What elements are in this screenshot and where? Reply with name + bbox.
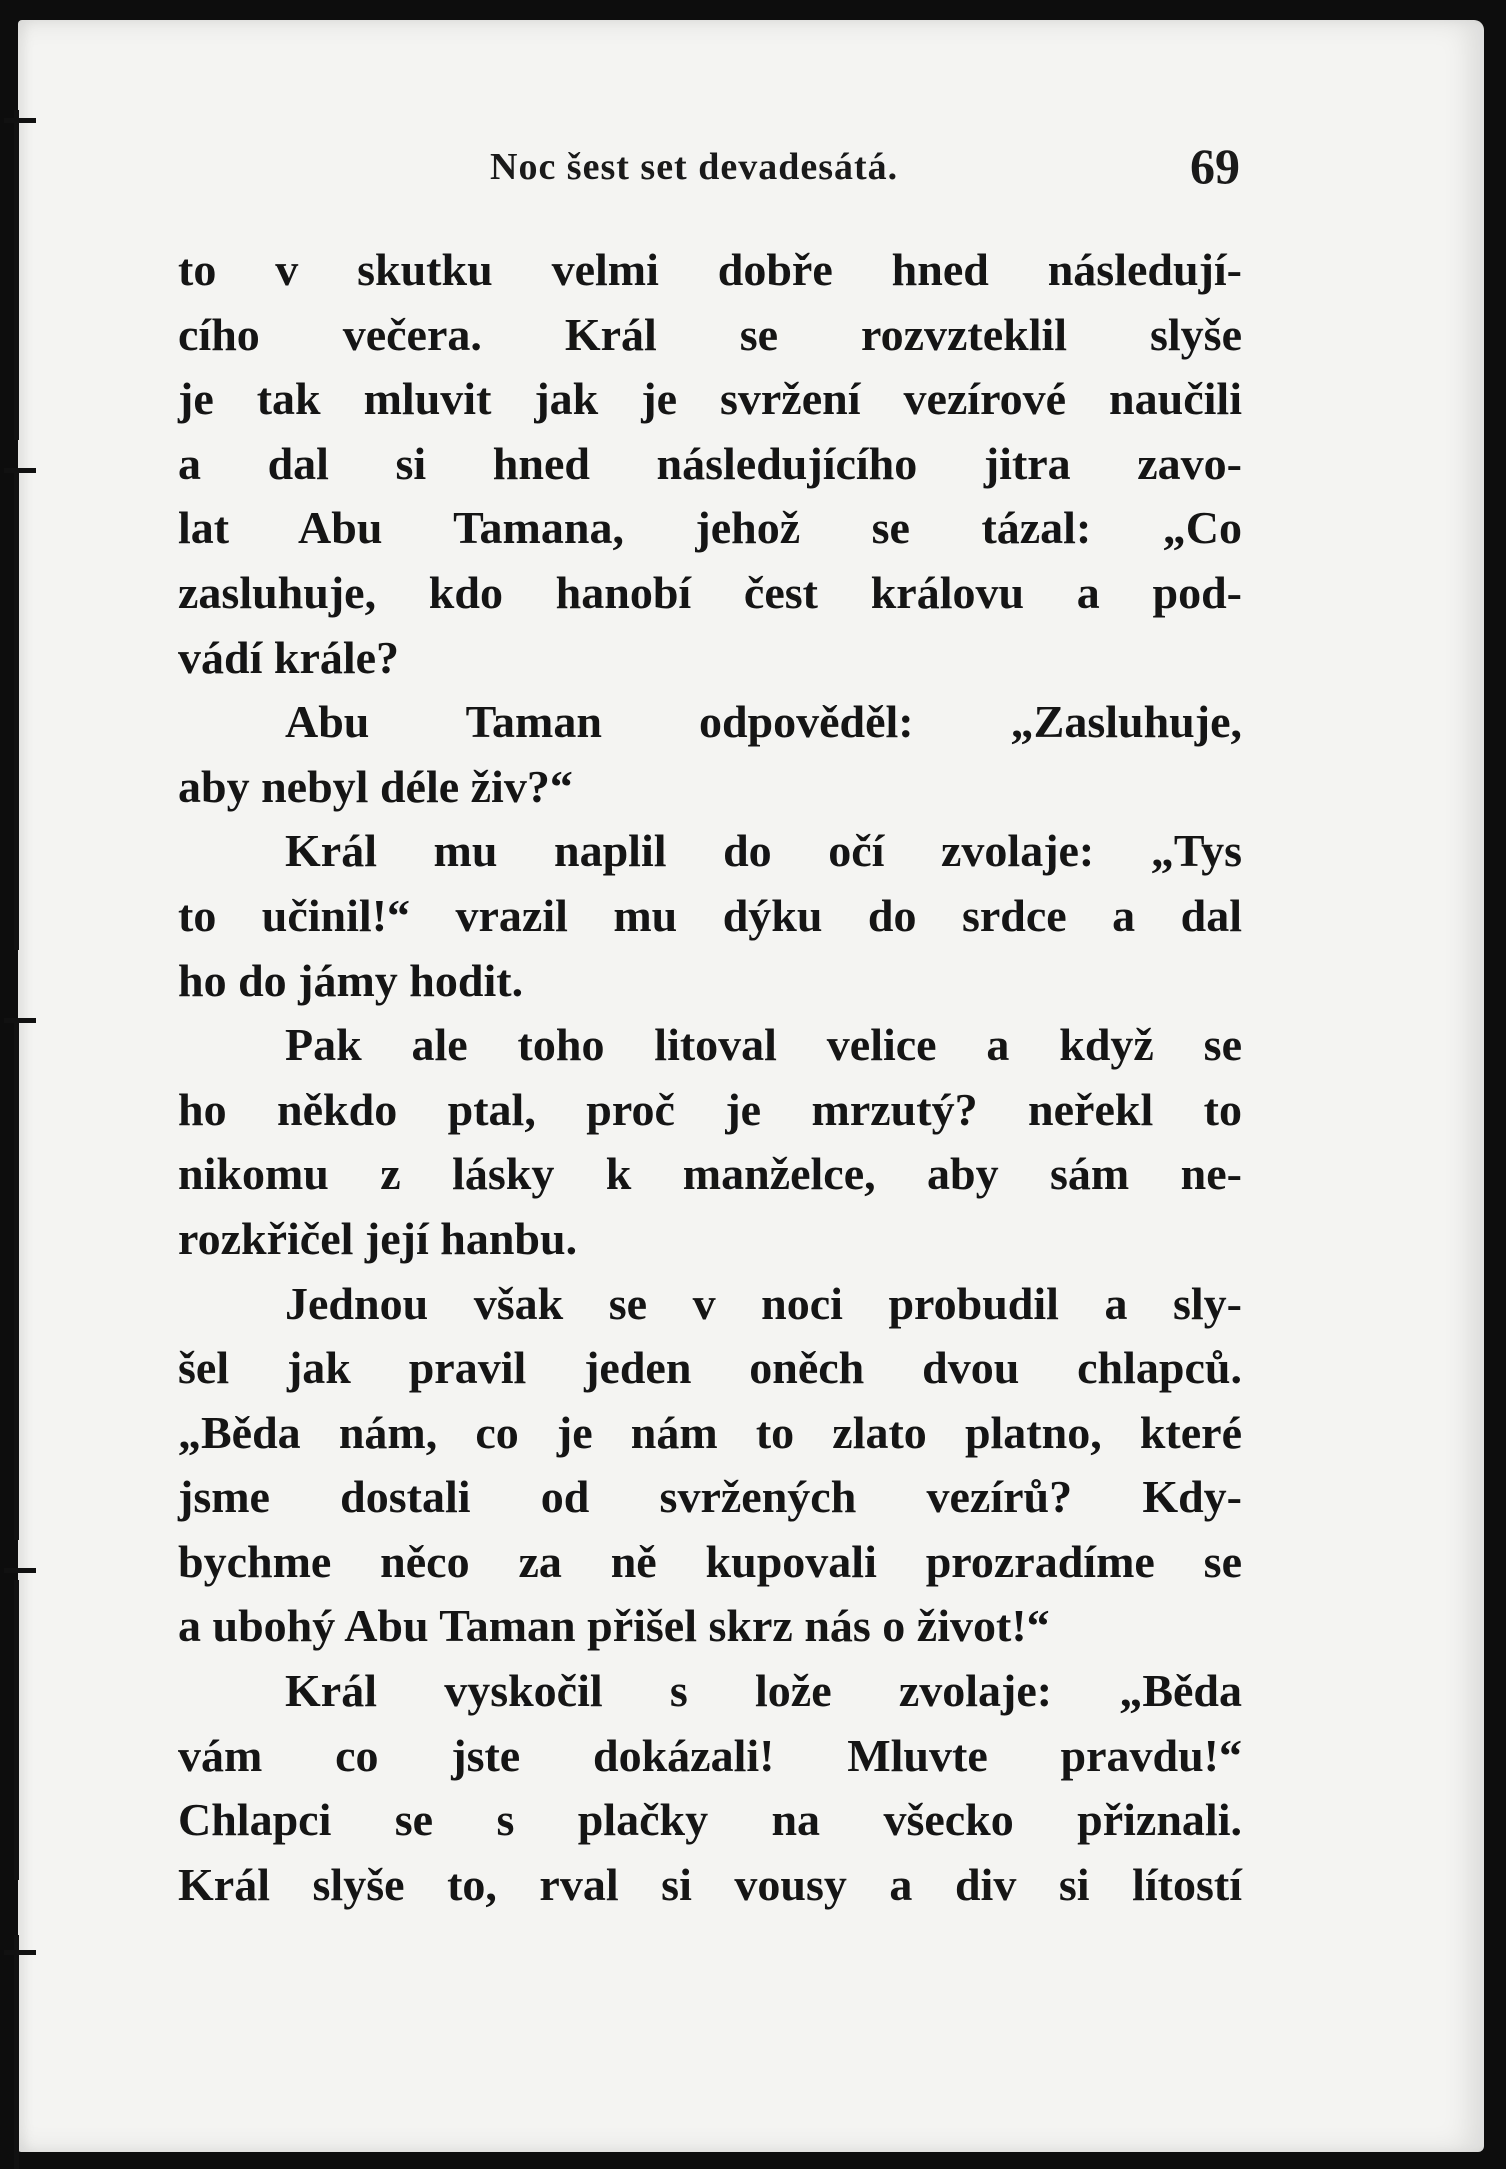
page-number: 69 (1190, 138, 1240, 194)
text-line: Pak ale toho litoval velice a když se (285, 1019, 1242, 1071)
text-line: aby nebyl déle živ?“ (178, 760, 573, 812)
text-line: šel jak pravil jeden oněch dvou chlapců. (178, 1342, 1242, 1394)
text-line: lat Abu Tamana, jehož se tázal: „Co (178, 502, 1242, 554)
binding-edge (0, 0, 40, 2169)
text-line: jsme dostali od svržených vezírů? Kdy- (178, 1471, 1242, 1523)
text-line: Král mu naplil do očí zvolaje: „Tys (285, 825, 1242, 877)
text-line: zasluhuje, kdo hanobí čest královu a pod- (178, 566, 1242, 618)
text-line: Král slyše to, rval si vousy a div si lítostí (178, 1858, 1242, 1910)
text-line: Král vyskočil s lože zvolaje: „Běda (285, 1665, 1242, 1717)
text-line: rozkřičel její hanbu. (178, 1212, 578, 1264)
text-line: to v skutku velmi dobře hned následují- (178, 244, 1242, 295)
text-line: je tak mluvit jak je svržení vezírové naučili (178, 373, 1242, 425)
text-line: ho někdo ptal, proč je mrzutý? neřekl to (178, 1083, 1242, 1135)
text-line: a dal si hned následujícího jitra zavo- (178, 437, 1242, 489)
text-line: cího večera. Král se rozvzteklil slyše (178, 308, 1242, 360)
text-line: Abu Taman odpověděl: „Zasluhuje, (285, 696, 1242, 748)
text-line: bychme něco za ně kupovali prozradíme se (178, 1535, 1242, 1587)
page-header (180, 138, 1240, 205)
text-line: Jednou však se v noci probudil a sly- (285, 1277, 1242, 1329)
text-line: nikomu z lásky k manželce, aby sám ne- (178, 1148, 1242, 1200)
text-line: a ubohý Abu Taman přišel skrz nás o život!“ (178, 1600, 1050, 1652)
text-line: vám co jste dokázali! Mluvte pravdu!“ (178, 1729, 1242, 1781)
text-line: vádí krále? (178, 631, 400, 683)
running-title: Noc šest set devadesátá. (490, 146, 899, 188)
text-line: ho do jámy hodit. (178, 954, 524, 1006)
text-line: „Běda nám, co je nám to zlato platno, které (178, 1406, 1242, 1458)
body-text (178, 238, 1242, 1917)
text-line: to učinil!“ vrazil mu dýku do srdce a dal (178, 889, 1242, 941)
text-line: Chlapci se s plačky na všecko přiznali. (178, 1794, 1242, 1846)
